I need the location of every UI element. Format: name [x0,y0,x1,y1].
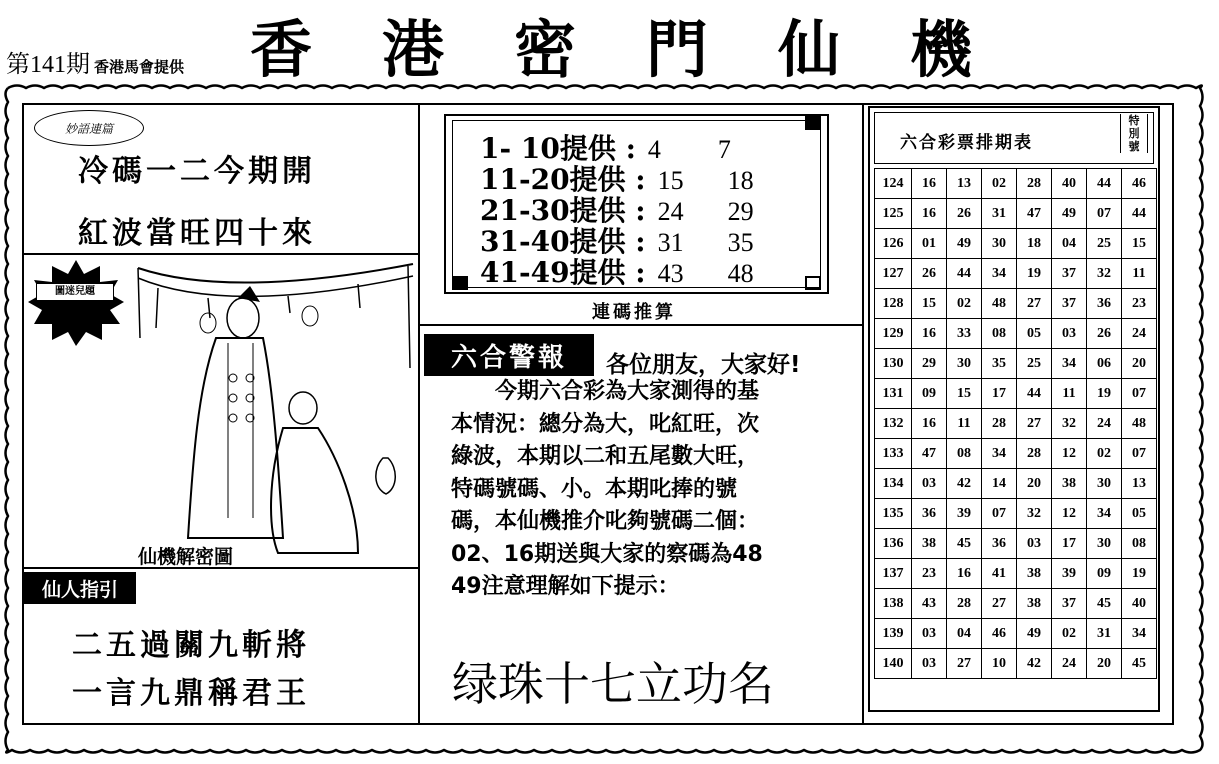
provide-row: 11-20提供 : 15 18 [480,163,754,196]
guide-line-1: 二五過關九斬將 [72,628,310,663]
number-cell: 28 [947,589,982,619]
poem-tag: 妙語連篇 [34,110,144,146]
number-cell: 33 [947,319,982,349]
issue-cell: 137 [875,559,912,589]
number-cell: 12 [1052,499,1087,529]
issue-line [6,44,184,79]
table-row [875,559,1157,589]
issue-cell: 132 [875,409,912,439]
number-cell: 30 [982,229,1017,259]
provide-row: 1- 10提供 : 4 7 [480,132,731,165]
poem-line-2: 紅波當旺四十來 [78,216,316,251]
corner-ornament [452,276,468,290]
number-cell: 24 [1052,649,1087,679]
number-cell: 05 [1122,499,1157,529]
divider-provide [420,324,862,326]
number-cell: 28 [1017,169,1052,199]
table-row [875,229,1157,259]
number-cell: 02 [1087,439,1122,469]
number-cell: 15 [912,289,947,319]
number-cell: 28 [982,409,1017,439]
number-cell: 49 [1052,199,1087,229]
provide-b: 35 [727,228,754,257]
number-cell: 03 [912,649,947,679]
alert-line: 碼，本仙機推介叱夠號碼二個： [451,509,760,534]
number-cell: 17 [982,379,1017,409]
number-cell: 02 [947,289,982,319]
number-cell: 17 [1052,529,1087,559]
provide-row: 41-49提供 : 43 48 [480,256,754,289]
number-cell: 43 [912,589,947,619]
special-label: 特別號 [1120,114,1148,153]
alert-line: 今期六合彩為大家測得的基 [451,379,760,404]
provide-a: 15 [657,166,684,195]
issue-cell: 138 [875,589,912,619]
number-cell: 10 [982,649,1017,679]
table-row [875,199,1157,229]
number-cell: 42 [1017,649,1052,679]
table-row [875,349,1157,379]
number-cell: 26 [947,199,982,229]
number-cell: 19 [1087,379,1122,409]
issue-cell: 136 [875,529,912,559]
number-cell: 39 [1052,559,1087,589]
table-row [875,499,1157,529]
number-cell: 28 [1017,439,1052,469]
number-cell: 09 [1087,559,1122,589]
divider-poem [22,253,418,255]
provide-b: 18 [727,166,754,195]
publisher: 香港馬會提供 [94,58,185,76]
number-cell: 07 [1122,439,1157,469]
number-cell: 03 [912,619,947,649]
number-cell: 45 [1122,649,1157,679]
issue-cell: 124 [875,169,912,199]
number-cell: 01 [912,229,947,259]
corner-ornament [805,276,821,290]
number-cell: 16 [912,169,947,199]
provide-rows [480,134,754,289]
page-title: 香港密門仙機 [250,13,1043,86]
number-cell: 14 [982,469,1017,499]
number-cell: 08 [1122,529,1157,559]
guide-line-2: 一言九鼎稱君王 [72,676,310,711]
table-row [875,649,1157,679]
number-cell: 45 [1087,589,1122,619]
number-cell: 26 [912,259,947,289]
provide-b: 7 [717,135,731,164]
number-cell: 44 [1017,379,1052,409]
number-cell: 37 [1052,289,1087,319]
number-cell: 27 [947,649,982,679]
schedule-table [874,168,1157,679]
number-cell: 38 [912,529,947,559]
number-cell: 03 [912,469,947,499]
number-cell: 40 [1122,589,1157,619]
number-cell: 19 [1122,559,1157,589]
number-cell: 32 [1017,499,1052,529]
number-cell: 27 [982,589,1017,619]
alert-greeting: 各位朋友，大家好! [606,352,801,378]
provide-label: 41-49提供 [480,256,626,289]
number-cell: 02 [982,169,1017,199]
number-cell: 34 [1087,499,1122,529]
provide-label: 11-20提供 [480,163,626,196]
number-cell: 47 [912,439,947,469]
number-cell: 46 [1122,169,1157,199]
provide-a: 4 [647,135,661,164]
provide-label: 31-40提供 [480,225,626,258]
number-cell: 44 [1087,169,1122,199]
table-row [875,169,1157,199]
poem-line-1: 冷碼一二今期開 [78,154,316,189]
issue-cell: 131 [875,379,912,409]
alert-line: 49注意理解如下提示： [451,574,680,599]
number-cell: 44 [1122,199,1157,229]
issue-cell: 127 [875,259,912,289]
number-cell: 09 [912,379,947,409]
number-cell: 42 [947,469,982,499]
number-cell: 49 [947,229,982,259]
number-cell: 26 [1087,319,1122,349]
table-row [875,409,1157,439]
number-cell: 36 [912,499,947,529]
number-cell: 27 [1017,289,1052,319]
illustration-caption: 仙機解密圖 [138,546,234,568]
number-cell: 05 [1017,319,1052,349]
number-cell: 48 [1122,409,1157,439]
issue-cell: 125 [875,199,912,229]
table-row [875,289,1157,319]
provide-a: 24 [657,197,684,226]
number-cell: 45 [947,529,982,559]
number-cell: 11 [947,409,982,439]
number-cell: 48 [982,289,1017,319]
table-row [875,379,1157,409]
number-cell: 02 [1052,619,1087,649]
issue-cell: 126 [875,229,912,259]
number-cell: 16 [912,409,947,439]
number-cell: 20 [1017,469,1052,499]
number-cell: 30 [1087,529,1122,559]
issue-cell: 134 [875,469,912,499]
number-cell: 13 [1122,469,1157,499]
number-cell: 04 [947,619,982,649]
number-cell: 16 [947,559,982,589]
number-cell: 12 [1052,439,1087,469]
table-row [875,439,1157,469]
number-cell: 08 [982,319,1017,349]
number-cell: 36 [1087,289,1122,319]
divider-right [862,103,864,723]
number-cell: 41 [982,559,1017,589]
number-cell: 27 [1017,409,1052,439]
issue-cell: 135 [875,499,912,529]
number-cell: 38 [1017,559,1052,589]
provide-a: 43 [657,259,684,288]
number-cell: 13 [947,169,982,199]
issue-cell: 140 [875,649,912,679]
number-cell: 07 [1122,379,1157,409]
number-cell: 31 [982,199,1017,229]
provide-row: 31-40提供 : 31 35 [480,225,754,258]
provide-caption: 連碼推算 [592,302,676,323]
table-row [875,319,1157,349]
alert-line: 特碼號碼、小。本期叱捧的號 [451,476,738,502]
table-row [875,589,1157,619]
table-row [875,619,1157,649]
number-cell: 46 [982,619,1017,649]
number-cell: 24 [1087,409,1122,439]
number-cell: 16 [912,199,947,229]
provide-label: 21-30提供 [480,194,626,227]
number-cell: 35 [982,349,1017,379]
number-cell: 34 [1052,349,1087,379]
issue-cell: 128 [875,289,912,319]
number-cell: 04 [1052,229,1087,259]
provide-b: 29 [727,197,754,226]
divider-left [418,103,420,723]
number-cell: 15 [1122,229,1157,259]
number-cell: 40 [1052,169,1087,199]
issue-cell: 130 [875,349,912,379]
number-cell: 19 [1017,259,1052,289]
provide-label: 1- 10提供 [480,132,616,165]
number-cell: 31 [1087,619,1122,649]
issue-cell: 133 [875,439,912,469]
number-cell: 34 [982,439,1017,469]
number-cell: 38 [1017,589,1052,619]
provide-b: 48 [727,259,754,288]
number-cell: 23 [1122,289,1157,319]
number-cell: 30 [947,349,982,379]
number-cell: 16 [912,319,947,349]
number-cell: 29 [912,349,947,379]
number-cell: 07 [1087,199,1122,229]
number-cell: 08 [947,439,982,469]
alert-line: 本情況：總分為大，叱紅旺，次 [451,411,760,437]
provide-a: 31 [657,228,684,257]
issue-cell: 129 [875,319,912,349]
number-cell: 25 [1087,229,1122,259]
alert-tag: 六合警報 [424,334,594,376]
provide-row: 21-30提供 : 24 29 [480,194,754,227]
number-cell: 23 [912,559,947,589]
number-cell: 34 [982,259,1017,289]
issue-number: 第141期 [6,52,90,78]
table-row [875,529,1157,559]
slogan: 绿珠十七立功名 [452,657,774,711]
illustration-badge: 圖迷兒題 [36,283,114,301]
number-cell: 49 [1017,619,1052,649]
number-cell: 37 [1052,589,1087,619]
number-cell: 03 [1017,529,1052,559]
alert-line: 02、16期送與大家的察碼為48 [451,541,763,567]
number-cell: 20 [1122,349,1157,379]
number-cell: 03 [1052,319,1087,349]
number-cell: 11 [1052,379,1087,409]
number-cell: 06 [1087,349,1122,379]
number-cell: 34 [1122,619,1157,649]
number-cell: 15 [947,379,982,409]
number-cell: 24 [1122,319,1157,349]
number-cell: 47 [1017,199,1052,229]
number-cell: 18 [1017,229,1052,259]
number-cell: 07 [982,499,1017,529]
number-cell: 32 [1087,259,1122,289]
number-cell: 38 [1052,469,1087,499]
number-cell: 30 [1087,469,1122,499]
number-cell: 37 [1052,259,1087,289]
number-cell: 20 [1087,649,1122,679]
number-cell: 36 [982,529,1017,559]
alert-body [451,376,851,604]
number-cell: 39 [947,499,982,529]
illustration [28,258,416,564]
issue-cell: 139 [875,619,912,649]
table-row [875,469,1157,499]
corner-ornament [805,116,821,130]
schedule-title: 六合彩票排期表 [900,133,1033,153]
number-cell: 25 [1017,349,1052,379]
number-cell: 11 [1122,259,1157,289]
alert-line: 綠波，本期以二和五尾數大旺， [451,444,760,469]
number-cell: 32 [1052,409,1087,439]
number-cell: 44 [947,259,982,289]
guide-tag: 仙人指引 [24,572,136,604]
table-row [875,259,1157,289]
